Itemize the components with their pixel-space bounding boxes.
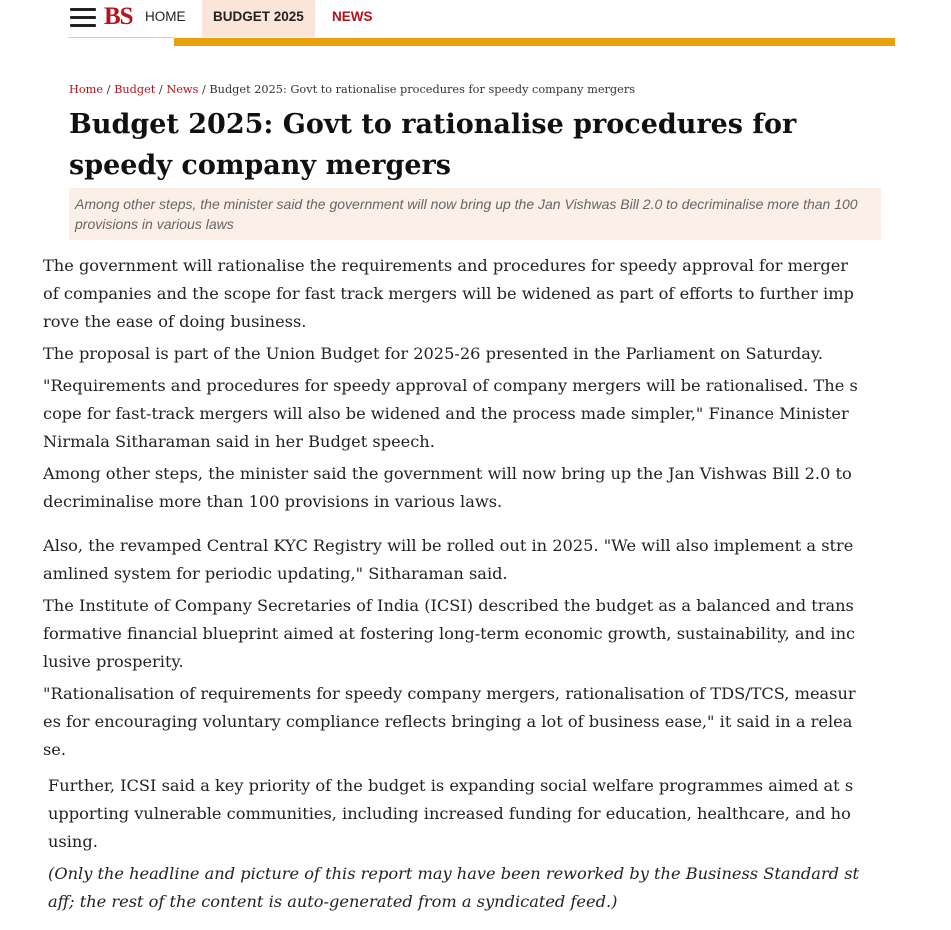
article-paragraph: Also, the revamped Central KYC Registry will be rolled out in 2025. "We will also implement a streamlined system for periodic updating," Sitharaman said. bbox=[43, 536, 854, 583]
article-paragraph: "Requirements and procedures for speedy approval of company mergers will be rationalised. The scope for fast-track mergers will also be widened and the process made simpler," Finance Minister Nirmala Sitharaman said in her Budget speech. bbox=[43, 376, 858, 451]
article-summary: Among other steps, the minister said the government will now bring up the Jan Vishwas Bill 2.0 to decriminalise more than 100 provisions in various laws bbox=[69, 188, 881, 240]
breadcrumb-separator: / bbox=[155, 83, 167, 96]
breadcrumb-current: Budget 2025: Govt to rationalise procedures for speedy company mergers bbox=[209, 83, 636, 96]
breadcrumb bbox=[69, 83, 635, 96]
menu-icon[interactable] bbox=[70, 8, 96, 28]
nav-home[interactable]: HOME bbox=[145, 9, 186, 24]
article-paragraph: Further, ICSI said a key priority of the budget is expanding social welfare programmes aimed at supporting vulnerable communities, including increased funding for education, healthcare, and housing. bbox=[48, 776, 854, 851]
article-disclaimer: (Only the headline and picture of this report may have been reworked by the Business Standard staff; the rest of the content is auto-generated from a syndicated feed.) bbox=[48, 864, 860, 911]
breadcrumb-home[interactable]: Home bbox=[69, 83, 104, 96]
article-title: Budget 2025: Govt to rationalise procedures for speedy company mergers bbox=[69, 109, 797, 181]
article-paragraph: The government will rationalise the requirements and procedures for speedy approval for merger of companies and the scope for fast track mergers will be widened as part of efforts to further improve the ease of doing business. bbox=[43, 256, 854, 331]
accent-bar bbox=[174, 38, 895, 46]
nav-divider bbox=[68, 37, 174, 38]
site-logo[interactable]: BS bbox=[104, 3, 133, 30]
breadcrumb-news[interactable]: News bbox=[166, 83, 199, 96]
article-body bbox=[43, 252, 859, 920]
top-navigation bbox=[68, 0, 895, 46]
article-paragraph: "Rationalisation of requirements for speedy company mergers, rationalisation of TDS/TCS, measures for encouraging voluntary compliance reflects bringing a lot of business ease," it said in a release. bbox=[43, 684, 856, 759]
nav-news[interactable]: NEWS bbox=[332, 9, 373, 24]
article-paragraph: The proposal is part of the Union Budget for 2025-26 presented in the Parliament on Saturday. bbox=[43, 344, 824, 363]
breadcrumb-budget[interactable]: Budget bbox=[114, 83, 156, 96]
breadcrumb-separator: / bbox=[103, 83, 115, 96]
nav-budget-2025[interactable]: BUDGET 2025 bbox=[202, 0, 315, 37]
article-paragraph: The Institute of Company Secretaries of India (ICSI) described the budget as a balanced and transformative financial blueprint aimed at fostering long-term economic growth, sustainability, and inclusive prosperity. bbox=[43, 596, 856, 671]
article-paragraph: Among other steps, the minister said the government will now bring up the Jan Vishwas Bill 2.0 to decriminalise more than 100 provisions in various laws. bbox=[43, 464, 852, 511]
breadcrumb-separator: / bbox=[198, 83, 210, 96]
